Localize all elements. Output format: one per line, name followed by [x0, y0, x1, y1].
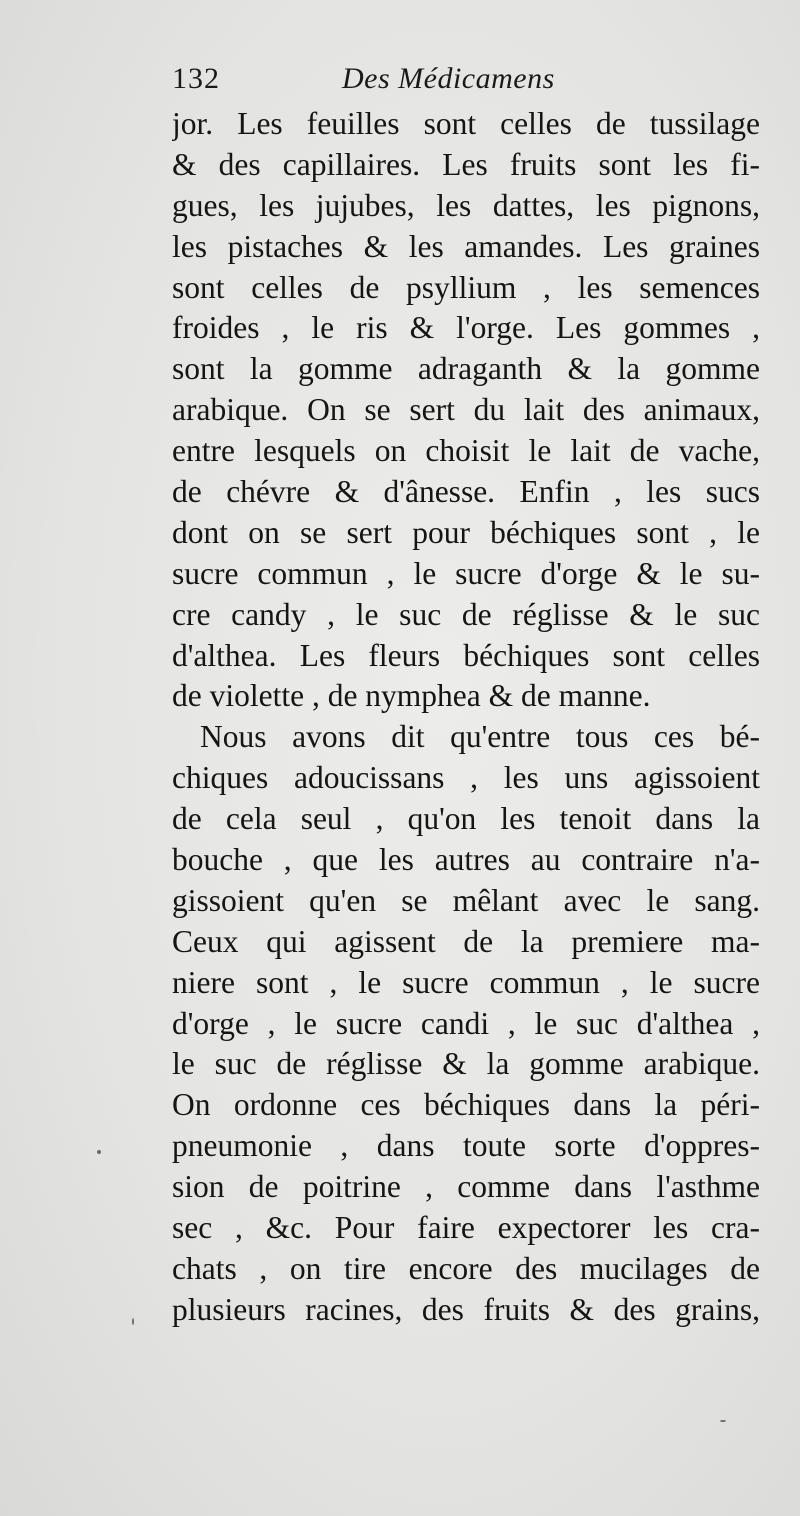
page-number: 132 [172, 62, 220, 95]
text-line: sont la gomme adraganth & la gomme [172, 351, 760, 387]
text-line: & des capillaires. Les fruits sont les fi- [172, 146, 760, 182]
running-title: Des Médicamens [342, 62, 555, 95]
paper-speck [132, 1318, 134, 1325]
text-line: sucre commun , le sucre d'orge & le su- [172, 555, 760, 591]
paper-speck [97, 1150, 101, 1154]
text-line: d'althea. Les fleurs béchiques sont celles [172, 637, 760, 673]
text-line: de cela seul , qu'on les tenoit dans la [172, 801, 760, 837]
text-line: les pistaches & les amandes. Les graines [172, 228, 760, 264]
text-line: arabique. On se sert du lait des animaux, [172, 392, 760, 428]
text-line: de chévre & d'ânesse. Enfin , les sucs [172, 474, 760, 510]
text-line: d'orge , le sucre candi , le suc d'althea , [172, 1005, 760, 1041]
text-line: bouche , que les autres au contraire n'a- [172, 842, 760, 878]
text-line: chiques adoucissans , les uns agissoient [172, 760, 760, 796]
text-line: dont on se sert pour béchiques sont , le [172, 514, 760, 550]
body-text [172, 104, 760, 1331]
paper-speck [720, 1420, 726, 1422]
text-line: sion de poitrine , comme dans l'asthme [172, 1169, 760, 1205]
paragraph-end-line: de violette , de nymphea & de manne. [172, 678, 651, 714]
text-line: pneumonie , dans toute sorte d'oppres- [172, 1128, 760, 1164]
text-line: jor. Les feuilles sont celles de tussilage [172, 106, 760, 141]
text-line: le suc de réglisse & la gomme arabique. [172, 1046, 760, 1082]
text-line: gues, les jujubes, les dattes, les pignons, [172, 187, 760, 223]
text-line: sont celles de psyllium , les semences [172, 269, 760, 305]
paragraph-start-line: Nous avons dit qu'entre tous ces bé- [200, 719, 760, 755]
text-line: entre lesquels on choisit le lait de vache, [172, 433, 760, 469]
text-line: cre candy , le suc de réglisse & le suc [172, 596, 760, 632]
text-line: On ordonne ces béchiques dans la péri- [172, 1087, 760, 1123]
text-line: niere sont , le sucre commun , le sucre [172, 964, 760, 1000]
running-head [172, 62, 762, 106]
text-line: gissoient qu'en se mêlant avec le sang. [172, 882, 760, 918]
text-line: plusieurs racines, des fruits & des grains, [172, 1291, 760, 1327]
text-line: froides , le ris & l'orge. Les gommes , [172, 310, 760, 346]
text-line: sec , &c. Pour faire expectorer les cra- [172, 1210, 760, 1246]
text-line: Ceux qui agissent de la premiere ma- [172, 923, 760, 959]
text-line: chats , on tire encore des mucilages de [172, 1250, 760, 1286]
